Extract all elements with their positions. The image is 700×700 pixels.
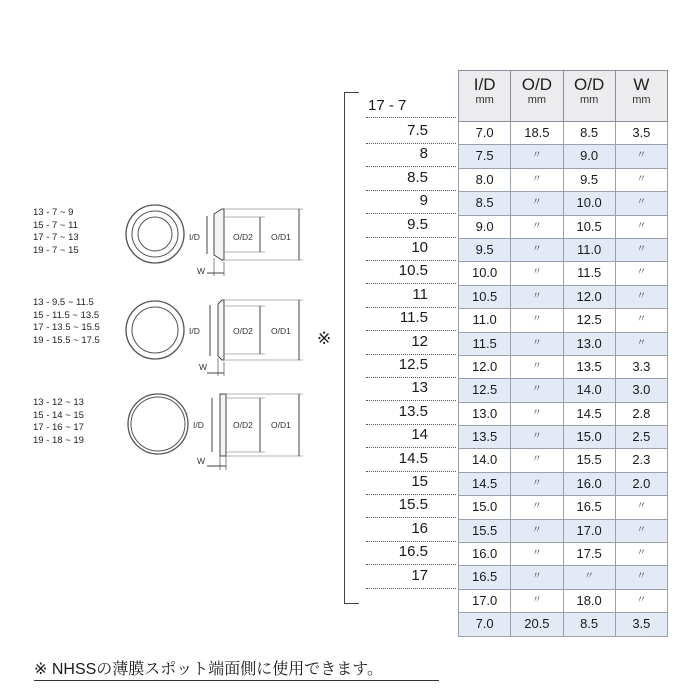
- size-label: 11: [412, 285, 428, 303]
- table-row: [458, 496, 668, 519]
- range-label: 19 - 7 ~ 15: [33, 244, 79, 256]
- range-label: 15 - 7 ~ 11: [33, 219, 78, 231]
- size-label: 14.5: [398, 449, 428, 467]
- table-row: [458, 192, 668, 215]
- ring-diagram-2: [125, 292, 325, 392]
- table-cell: 16.0: [458, 543, 510, 565]
- size-label: 9.5: [407, 215, 428, 233]
- table-cell: 10.0: [458, 262, 510, 284]
- table-cell: 〃: [615, 216, 668, 238]
- id-label: I/D: [193, 420, 204, 430]
- table-cell: 〃: [615, 286, 668, 308]
- table-cell: 11.0: [458, 309, 510, 331]
- table-cell: 17.0: [458, 590, 510, 612]
- table-cell: 12.5: [563, 309, 615, 331]
- table-row: [458, 333, 668, 356]
- table-cell: 〃: [510, 566, 562, 588]
- ring-front-view: [125, 390, 325, 490]
- asterisk-mark: ※: [317, 329, 332, 348]
- size-label: 15: [411, 473, 428, 490]
- table-cell: 〃: [510, 520, 562, 542]
- dotted-leader: [366, 143, 456, 144]
- table-cell: 16.5: [563, 496, 615, 518]
- dotted-leader: [366, 260, 456, 261]
- column-name: I/D: [473, 75, 496, 94]
- od1-label: O/D1: [271, 420, 291, 430]
- footnote: ※ NHSSの薄膜スポット端面側に使用できます。: [34, 661, 384, 678]
- table-cell: 〃: [510, 590, 562, 612]
- w-label: W: [197, 456, 206, 466]
- table-cell: 7.0: [458, 613, 510, 635]
- range-label: 17 - 16 ~ 17: [33, 422, 84, 433]
- table-cell: 15.5: [458, 520, 510, 542]
- table-cell: 〃: [510, 449, 562, 471]
- table-cell: 12.0: [458, 356, 510, 378]
- table-cell: 12.0: [563, 286, 615, 308]
- table-cell: 11.0: [563, 239, 615, 261]
- table-cell: 20.5: [510, 613, 562, 635]
- table-cell: 〃: [510, 379, 562, 401]
- size-label: 8: [419, 145, 428, 163]
- size-label: 16.5: [398, 543, 428, 561]
- dotted-leader: [366, 447, 456, 448]
- table-cell: 〃: [615, 333, 668, 355]
- dotted-leader: [366, 588, 456, 589]
- table-row: [458, 473, 668, 496]
- column-unit: mm: [632, 94, 651, 106]
- table-cell: 14.5: [563, 403, 615, 425]
- table-cell: 2.8: [615, 403, 668, 425]
- ring-diagram-3: [125, 390, 325, 490]
- table-row: [458, 356, 668, 379]
- range-label: 17 - 7 ~ 13: [33, 232, 79, 243]
- id-label: I/D: [189, 326, 200, 336]
- column-name: O/D: [521, 75, 552, 94]
- range-group-2: [33, 297, 100, 347]
- table-cell: 17.5: [563, 543, 615, 565]
- dotted-leader: [366, 213, 456, 214]
- table-row: [458, 216, 668, 239]
- column-unit: mm: [527, 94, 547, 106]
- table-cell: 9.5: [563, 169, 615, 191]
- table-cell: 〃: [615, 543, 668, 565]
- table-cell: 9.0: [563, 145, 615, 167]
- dotted-leader: [366, 471, 456, 472]
- column-header: [458, 71, 510, 121]
- table-cell: 15.5: [563, 449, 615, 471]
- table-cell: 〃: [510, 496, 562, 518]
- table-cell: 〃: [510, 356, 562, 378]
- dotted-leader: [366, 494, 456, 495]
- table-row: [458, 145, 668, 168]
- table-row: [458, 169, 668, 192]
- table-cell: 10.0: [563, 192, 615, 214]
- table-cell: 18.5: [510, 122, 562, 144]
- dotted-leader: [366, 400, 456, 401]
- table-row: [458, 122, 668, 145]
- table-cell: 3.5: [615, 613, 668, 635]
- table-cell: 15.0: [563, 426, 615, 448]
- dotted-leader: [366, 283, 456, 284]
- od2-label: O/D2: [233, 420, 253, 430]
- table-cell: 8.5: [563, 122, 615, 144]
- size-label: 10.5: [398, 262, 428, 280]
- table-cell: 〃: [510, 403, 562, 425]
- table-row: [458, 309, 668, 332]
- dotted-leader: [366, 377, 456, 378]
- table-row: [458, 286, 668, 309]
- table-cell: 16.0: [563, 473, 615, 495]
- table-cell: 〃: [510, 262, 562, 284]
- size-label: 12: [411, 332, 428, 350]
- size-label: 7.5: [407, 122, 428, 139]
- table-cell: 13.0: [458, 403, 510, 425]
- range-label: 13 - 12 ~ 13: [33, 397, 84, 408]
- table-cell: 11.5: [458, 333, 510, 355]
- column-header: [510, 71, 562, 121]
- dotted-leader: [366, 517, 456, 518]
- table-cell: 7.5: [458, 145, 510, 167]
- column-unit: mm: [579, 94, 599, 106]
- table-row: [458, 613, 668, 636]
- table-cell: 9.5: [458, 239, 510, 261]
- dotted-leader: [366, 354, 456, 355]
- dotted-leader: [366, 541, 456, 542]
- table-cell: 10.5: [458, 286, 510, 308]
- size-label: 11.5: [399, 309, 428, 327]
- table-cell: 〃: [510, 192, 562, 214]
- table-row: [458, 403, 668, 426]
- dotted-leader: [366, 237, 456, 238]
- table-cell: 2.0: [615, 473, 668, 495]
- table-cell: 〃: [510, 333, 562, 355]
- table-cell: 17.0: [563, 520, 615, 542]
- table-row: [458, 239, 668, 262]
- size-label: 17: [411, 566, 428, 584]
- dotted-leader: [366, 307, 456, 308]
- table-cell: 14.5: [458, 473, 510, 495]
- size-label: 13.5: [398, 402, 428, 420]
- table-cell: 〃: [615, 192, 668, 214]
- table-cell: 〃: [563, 566, 615, 588]
- table-row: [458, 520, 668, 543]
- table-cell: 10.5: [563, 216, 615, 238]
- table-cell: 〃: [615, 239, 668, 261]
- ring-front-view: [125, 196, 325, 296]
- table-cell: 〃: [615, 520, 668, 542]
- footnote-underline: [34, 680, 439, 681]
- table-row: [458, 566, 668, 589]
- ring-front-view: [125, 292, 325, 392]
- table-cell: 15.0: [458, 496, 510, 518]
- od1-label: O/D1: [271, 326, 291, 336]
- table-cell: 〃: [510, 169, 562, 191]
- range-group-1: [33, 207, 79, 257]
- table-cell: 3.0: [615, 379, 668, 401]
- table-cell: 〃: [510, 145, 562, 167]
- table-cell: 8.0: [458, 169, 510, 191]
- range-label: 19 - 18 ~ 19: [33, 434, 84, 446]
- dotted-leader: [366, 564, 456, 565]
- table-cell: 18.0: [563, 590, 615, 612]
- table-cell: 2.5: [615, 426, 668, 448]
- table-cell: 〃: [615, 309, 668, 331]
- table-cell: 〃: [510, 286, 562, 308]
- column-name: O/D: [574, 75, 605, 94]
- table-cell: 8.5: [563, 613, 615, 635]
- table-cell: 2.3: [615, 449, 668, 471]
- range-label: 13 - 7 ~ 9: [33, 207, 74, 218]
- od2-label: O/D2: [233, 326, 253, 336]
- column-name: W: [633, 75, 650, 94]
- dotted-leader: [366, 117, 456, 118]
- table-cell: 14.0: [563, 379, 615, 401]
- table-cell: 〃: [615, 566, 668, 588]
- range-label: 15 - 11.5 ~ 13.5: [33, 309, 100, 321]
- table-cell: 〃: [510, 426, 562, 448]
- table-cell: 〃: [615, 145, 668, 167]
- w-label: W: [199, 362, 208, 372]
- table-row: [458, 426, 668, 449]
- range-label: 13 - 9.5 ~ 11.5: [33, 297, 94, 308]
- table-cell: 〃: [510, 473, 562, 495]
- table-cell: 14.0: [458, 449, 510, 471]
- size-label: 10: [411, 239, 428, 256]
- size-label: 13: [411, 379, 428, 397]
- od1-label: O/D1: [271, 232, 291, 242]
- table-cell: 13.5: [458, 426, 510, 448]
- table-cell: 13.5: [563, 356, 615, 378]
- ring-diagram-1: [125, 196, 325, 296]
- table-cell: 〃: [510, 216, 562, 238]
- od2-label: O/D2: [233, 232, 253, 242]
- range-label: 15 - 14 ~ 15: [33, 409, 84, 421]
- table-row: [458, 262, 668, 285]
- dotted-leader: [366, 190, 456, 191]
- table-cell: 11.5: [563, 262, 615, 284]
- range-group-3: [33, 397, 84, 447]
- table-cell: 3.3: [615, 356, 668, 378]
- range-label: 17 - 13.5 ~ 15.5: [33, 322, 100, 333]
- table-cell: 〃: [615, 496, 668, 518]
- size-label: 14: [411, 426, 428, 444]
- dotted-leader: [366, 166, 456, 167]
- table-cell: 8.5: [458, 192, 510, 214]
- size-label: 9: [419, 192, 428, 210]
- table-row: [458, 543, 668, 566]
- size-header-label: 17 - 7: [368, 97, 407, 114]
- table-cell: 〃: [510, 239, 562, 261]
- table-row: [458, 590, 668, 613]
- table-cell: 13.0: [563, 333, 615, 355]
- spec-table: [458, 70, 668, 637]
- column-header: [615, 71, 668, 121]
- dotted-leader: [366, 424, 456, 425]
- dotted-leader: [366, 330, 456, 331]
- table-cell: 12.5: [458, 379, 510, 401]
- range-label: 19 - 15.5 ~ 17.5: [33, 334, 100, 346]
- table-cell: 〃: [615, 169, 668, 191]
- table-cell: 9.0: [458, 216, 510, 238]
- table-cell: 〃: [510, 309, 562, 331]
- table-row: [458, 449, 668, 472]
- size-bracket: [344, 92, 359, 604]
- column-header: [563, 71, 615, 121]
- table-cell: 7.0: [458, 122, 510, 144]
- size-label: 8.5: [407, 168, 428, 186]
- size-label: 15.5: [398, 496, 428, 514]
- table-cell: 16.5: [458, 566, 510, 588]
- column-unit: mm: [475, 94, 494, 106]
- w-label: W: [197, 266, 206, 276]
- size-label: 16: [411, 519, 428, 537]
- table-cell: 〃: [615, 262, 668, 284]
- table-cell: 〃: [615, 590, 668, 612]
- table-cell: 3.5: [615, 122, 668, 144]
- table-row: [458, 379, 668, 402]
- table-cell: 〃: [510, 543, 562, 565]
- table-header: [458, 71, 668, 122]
- id-label: I/D: [189, 232, 200, 242]
- size-label: 12.5: [398, 356, 428, 373]
- table-body: [458, 122, 668, 637]
